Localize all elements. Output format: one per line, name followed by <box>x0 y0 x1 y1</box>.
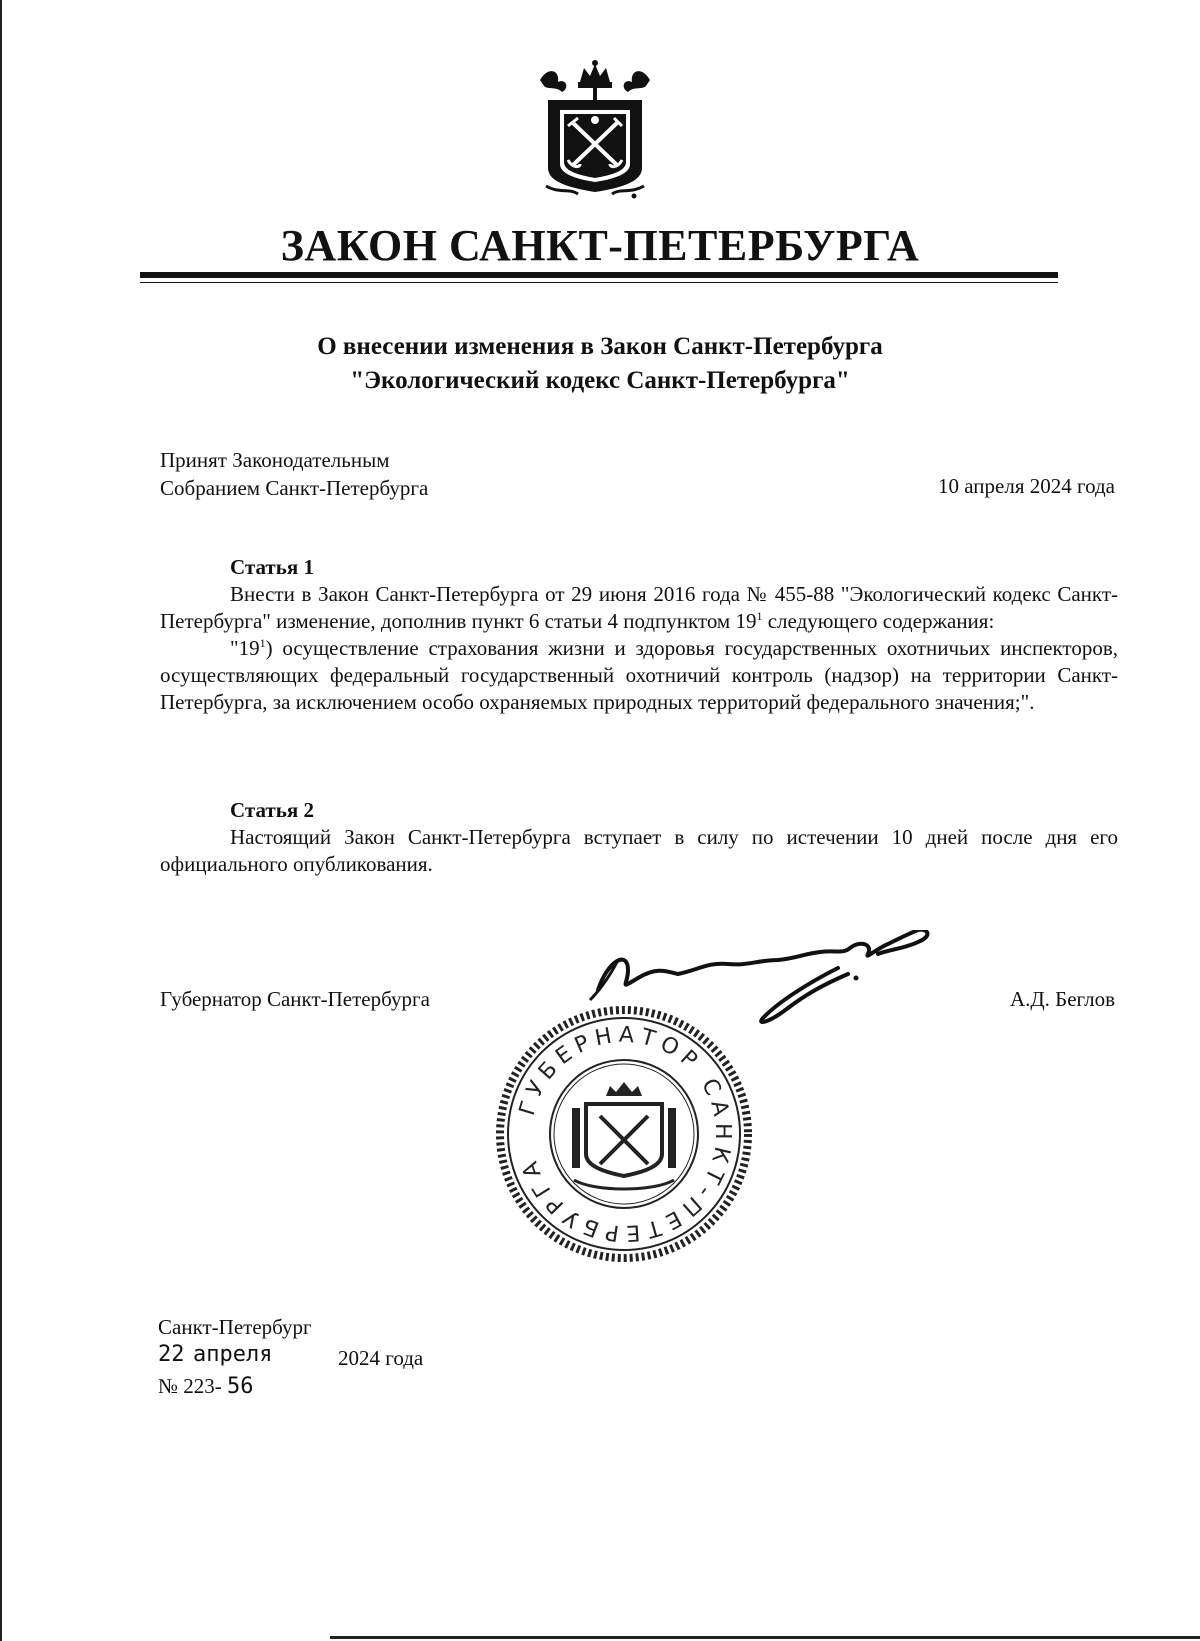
title-rule-thick <box>140 272 1058 278</box>
law-number-prefix: № 223- <box>158 1374 222 1398</box>
issue-date <box>158 1341 458 1369</box>
article-2 <box>160 797 1118 878</box>
article-1-text-a: Внести в Закон Санкт-Петербурга от 29 июня 2016 года № 455-88 "Экологический кодекс Санкт-Петербурга" изменение, дополнив пункт 6 статьи 4 подпунктом 19 <box>160 582 1118 633</box>
superscript: 1 <box>756 609 763 623</box>
issue-day: 22 <box>158 1342 185 1367</box>
page-edge-bottom <box>330 1636 1200 1639</box>
law-number <box>158 1372 458 1401</box>
issue-year: 2024 года <box>338 1346 424 1370</box>
article-1 <box>160 554 1118 716</box>
article-1-title: Статья 1 <box>230 555 314 579</box>
title-rule-thin <box>140 282 1058 283</box>
official-seal <box>494 1004 754 1264</box>
article-1-paragraph-1 <box>160 581 1118 635</box>
adoption-note <box>160 446 428 502</box>
article-1-paragraph-2 <box>160 635 1118 716</box>
article-1-quote-b: ) осуществление страхования жизни и здоровья государственных охотничьих инспекторов, осуществляющих федеральный государственный охотничий контроль (надзор) на территории Санкт-Петербурга, за исключением особо охраняемых природных территорий федерального значения;". <box>160 636 1118 714</box>
article-1-text-b: следующего содержания: <box>762 609 995 633</box>
issue-month: апреля <box>193 1342 273 1367</box>
heading-line-2: "Экологический кодекс Санкт-Петербурга" <box>350 367 850 394</box>
svg-text:ГУБЕРНАТОР САНКТ-ПЕТЕРБУРГА <box>515 1023 735 1246</box>
adoption-date: 10 апреля 2024 года <box>938 474 1115 498</box>
coat-of-arms-emblem <box>530 60 660 200</box>
law-title: ЗАКОН САНКТ-ПЕТЕРБУРГА <box>280 221 920 270</box>
adoption-line-2: Собранием Санкт-Петербурга <box>160 476 429 500</box>
issue-place: Санкт-Петербург <box>158 1315 312 1339</box>
issue-details <box>158 1313 458 1401</box>
superscript: 1 <box>259 636 266 650</box>
handwritten-signature <box>588 930 958 1040</box>
signatory-name: А.Д. Беглов <box>1009 987 1115 1011</box>
article-2-paragraph: Настоящий Закон Санкт-Петербурга вступает в силу по истечении 10 дней после дня его официального опубликования. <box>160 825 1118 876</box>
article-1-quote-a: "19 <box>230 636 260 660</box>
signatory-position: Губернатор Санкт-Петербурга <box>160 987 430 1011</box>
heading-line-1: О внесении изменения в Закон Санкт-Петербурга <box>317 333 883 360</box>
adoption-line-1: Принят Законодательным <box>160 448 390 472</box>
seal-outer-text: ГУБЕРНАТОР САНКТ-ПЕТЕРБУРГА <box>514 1022 736 1246</box>
document-heading <box>0 330 1200 398</box>
law-number-suffix: 56 <box>227 1374 254 1399</box>
title-rule <box>140 272 1058 283</box>
article-2-title: Статья 2 <box>230 798 314 822</box>
